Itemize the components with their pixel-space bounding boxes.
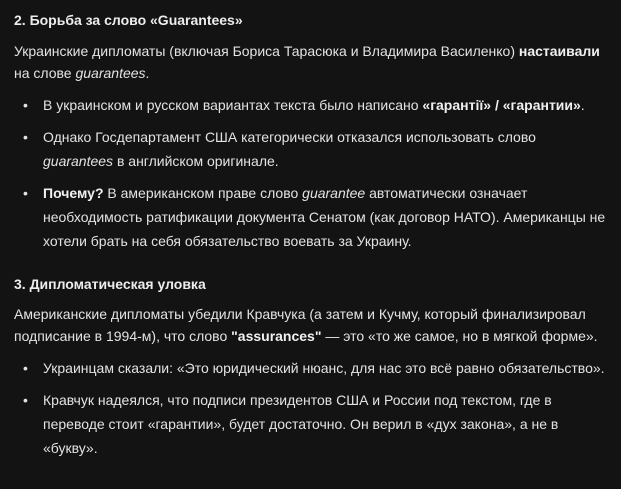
list-item <box>14 356 607 380</box>
bullet-icon: • <box>23 97 28 113</box>
italic-text: guarantees <box>43 153 114 169</box>
bold-text: "assurances" <box>231 328 322 344</box>
section-intro <box>14 40 607 84</box>
list-item <box>14 388 607 460</box>
bullet-list <box>14 93 607 253</box>
bullet-list <box>14 356 607 460</box>
bold-text: «гарантії» / «гарантии» <box>422 97 581 113</box>
text-run: В американском праве слово <box>103 185 303 201</box>
text-run: Американские дипломаты убедили Кравчука (а затем и Кучму, который финализировал подписание в 1994-м), что слово <box>14 306 586 344</box>
text-run: Украинские дипломаты (включая Бориса Тарасюка и Владимира Василенко) <box>14 43 519 59</box>
bullet-icon: • <box>23 392 28 408</box>
section-heading: 3. Дипломатическая уловка <box>14 276 206 292</box>
text-run: Однако Госдепартамент США категорически отказался использовать слово <box>43 129 536 145</box>
text-run: Украинцам сказали: «Это юридический нюанс, для нас это всё равно обязательство». <box>43 360 605 376</box>
section-guarantees <box>14 0 607 253</box>
bullet-icon: • <box>23 185 28 201</box>
text-run: В украинском и русском вариантах текста было написано <box>43 97 423 113</box>
list-item <box>14 181 607 253</box>
section-diplomatic-trick <box>14 274 607 460</box>
text-run: в английском оригинале. <box>113 153 279 169</box>
bullet-icon: • <box>23 360 28 376</box>
section-intro <box>14 303 607 347</box>
text-run: автоматически означает необходимость ратификации документа Сенатом (как договор НАТО). Американцы не хотели брать на себя обязательство воевать за Украину. <box>43 185 606 249</box>
text-run: Кравчук надеялся, что подписи президентов США и России под текстом, где в переводе стоит «гарантии», будет достаточно. Он верил в «дух закона», а не в «букву». <box>43 392 559 456</box>
text-run: на слове <box>14 65 76 81</box>
italic-text: guarantee <box>302 185 366 201</box>
bold-text: настаивали <box>518 43 600 59</box>
text-run: . <box>145 65 150 81</box>
list-item <box>14 125 607 173</box>
text-run: . <box>580 97 585 113</box>
text-run: — это «то же самое, но в мягкой форме». <box>321 328 598 344</box>
bold-text: Почему? <box>43 185 104 201</box>
italic-text: guarantees <box>75 65 146 81</box>
section-heading: 2. Борьба за слово «Guarantees» <box>14 12 243 28</box>
list-item <box>14 93 607 117</box>
bullet-icon: • <box>23 129 28 145</box>
